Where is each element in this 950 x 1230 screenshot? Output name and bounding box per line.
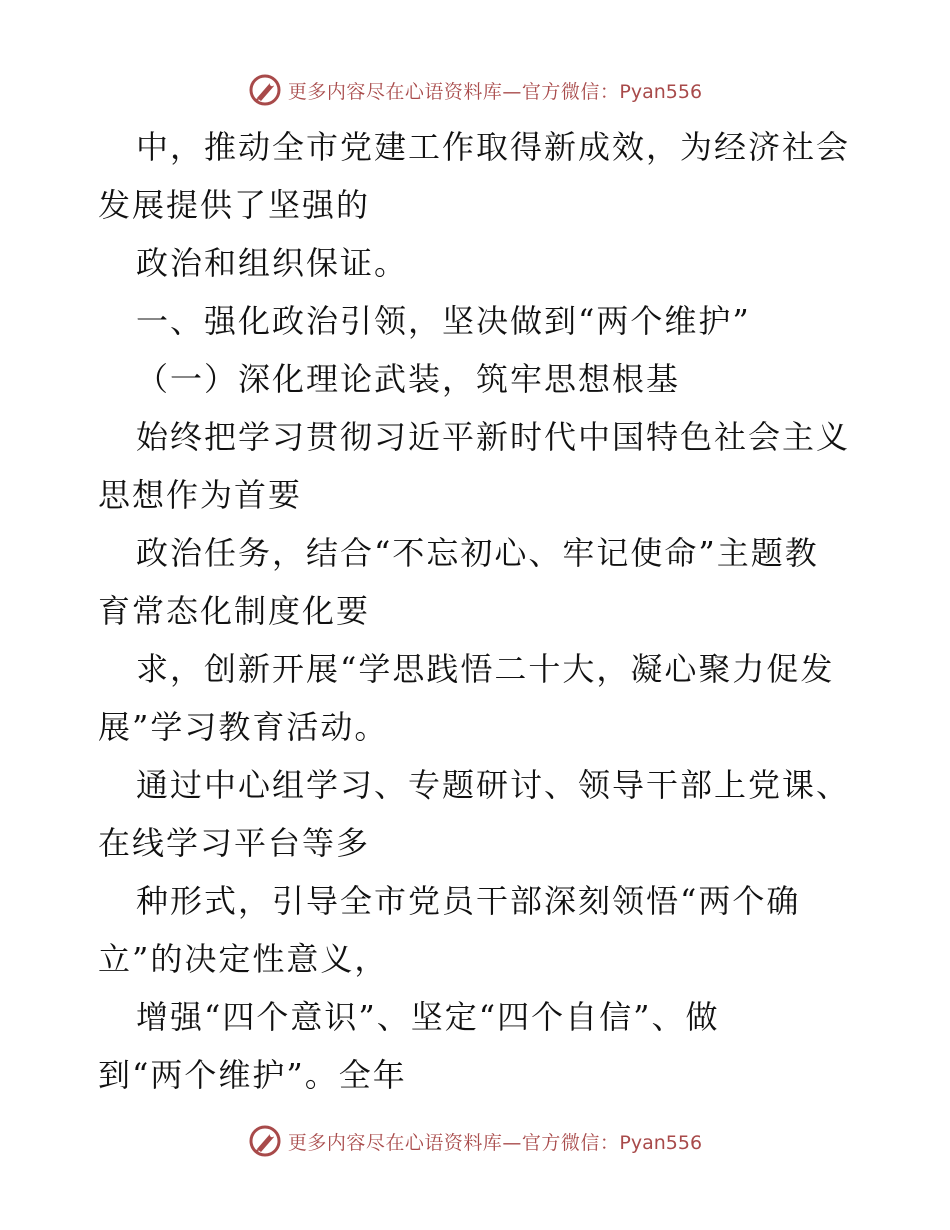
text-line: （一）深化理论武装，筑牢思想根基	[136, 360, 681, 398]
text-line: 中，推动全市党建工作取得新成效，为经济社会	[136, 128, 851, 166]
text-line: 通过中心组学习、专题研讨、领导干部上党课、	[136, 766, 851, 804]
pen-logo-icon	[248, 1124, 282, 1158]
footer-watermark	[0, 1121, 950, 1161]
text-line: 求，创新开展“学思践悟二十大，凝心聚力促发	[136, 650, 835, 688]
watermark-text: 更多内容尽在心语资料库—官方微信：Pyan556	[287, 80, 703, 103]
text-line: 一、强化政治引领，坚决做到“两个维护”	[136, 302, 751, 340]
watermark-text: 更多内容尽在心语资料库—官方微信：Pyan556	[287, 1131, 703, 1154]
text-line: 在线学习平台等多	[98, 824, 371, 862]
text-line: 立”的决定性意义，	[98, 940, 389, 978]
pen-logo-icon	[248, 73, 282, 107]
text-line: 发展提供了坚强的	[98, 186, 371, 224]
text-line: 政治任务，结合“不忘初心、牢记使命”主题教	[136, 534, 819, 572]
text-line: 增强“四个意识”、坚定“四个自信”、做	[136, 998, 720, 1036]
text-line: 到“两个维护”。全年	[98, 1056, 407, 1094]
text-line: 思想作为首要	[98, 476, 303, 514]
text-line: 政治和组织保证。	[136, 244, 409, 282]
text-line: 始终把学习贯彻习近平新时代中国特色社会主义	[136, 418, 851, 456]
text-line: 种形式，引导全市党员干部深刻领悟“两个确	[136, 882, 801, 920]
header-watermark	[0, 70, 950, 110]
text-line: 育常态化制度化要	[98, 592, 371, 630]
document-body	[98, 118, 858, 1104]
text-line: 展”学习教育活动。	[98, 708, 389, 746]
